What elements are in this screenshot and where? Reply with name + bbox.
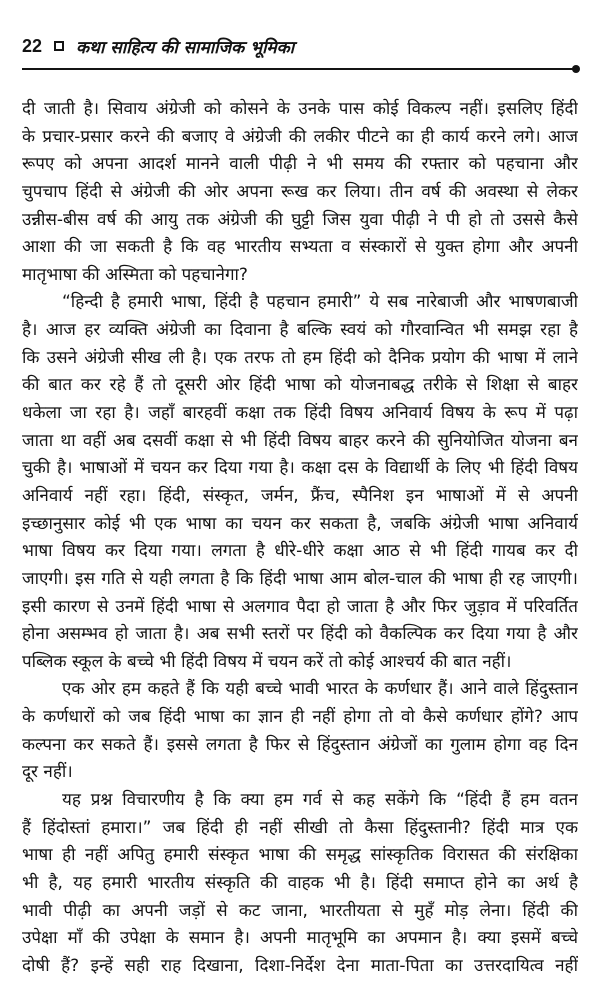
text-line: उपेक्षा माँ की उपेक्षा के समान है। अपनी मातृभूमि का अपमान है। क्या इसमें बच्चे bbox=[22, 928, 578, 949]
text-line: उन्नीस-बीस वर्ष की आयु तक अंग्रेजी की घुट्टी जिस युवा पीढ़ी ने पी हो तो उससे कैसे bbox=[22, 209, 578, 230]
rule-end-dot bbox=[572, 65, 580, 73]
text-line: होना असम्भव हो जाता है। अब सभी स्तरों पर हिंदी को वैकल्पिक कर दिया गया है और bbox=[22, 624, 578, 645]
text-line: रूपए को अपना आदर्श मानने वाली पीढ़ी ने भी समय की रफ्तार को पहचाना और bbox=[22, 154, 578, 175]
text-line: जाता था वहीं अब दसवीं कक्षा से भी हिंदी विषय बाहर करने की सुनियोजित योजना बन bbox=[22, 430, 578, 451]
paragraph bbox=[22, 787, 578, 980]
text-line: की बात कर रहे हैं तो दूसरी ओर हिंदी भाषा को योजनाबद्ध तरीके से शिक्षा से बाहर bbox=[22, 375, 578, 396]
text-line: चुपचाप हिंदी से अंग्रेजी की ओर अपना रूख कर लिया। तीन वर्ष की अवस्था से लेकर bbox=[22, 181, 578, 202]
text-line: दोषी हैं? इन्हें सही राह दिखाना, दिशा-निर्देश देना माता-पिता का उत्तरदायित्व नहीं bbox=[22, 955, 578, 976]
text-line: दी जाती है। सिवाय अंग्रेजी को कोसने के उनके पास कोई विकल्प नहीं। इसलिए हिंदी bbox=[22, 99, 578, 119]
header-rule bbox=[22, 68, 576, 70]
page-body bbox=[22, 96, 578, 981]
text-line: इच्छानुसार कोई भी एक भाषा का चयन कर सकता है, जबकि अंग्रेजी भाषा अनिवार्य bbox=[22, 513, 578, 534]
text-line: चुकी है। भाषाओं में चयन कर दिया गया है। कक्षा दस के विद्यार्थी के लिए भी हिंदी विषय bbox=[22, 458, 578, 479]
paragraph bbox=[22, 289, 578, 676]
text-line: के प्रचार-प्रसार करने की बजाए वे अंग्रेजी की लकीर पीटने का ही कार्य करने लगे। आज bbox=[22, 126, 578, 147]
text-line: अनिवार्य नहीं रहा। हिंदी, संस्कृत, जर्मन, फ्रैंच, स्पैनिश इन भाषाओं में से अपनी bbox=[22, 485, 578, 506]
paragraph bbox=[22, 96, 578, 289]
page-number: 22 bbox=[22, 35, 43, 56]
text-line: भाषा ही नहीं अपितु हमारी संस्कृत भाषा की समृद्ध सांस्कृतिक विरासत की संरक्षिका bbox=[22, 845, 578, 866]
text-line: जाएगी। इस गति से यही लगता है कि हिंदी भाषा आम बोल-चाल की भाषा ही रह जाएगी। bbox=[22, 568, 578, 589]
text-line: आशा की जा सकती है कि वह भारतीय सभ्यता व संस्कारों से युक्त होगा और अपनी bbox=[22, 237, 578, 258]
text-line: धकेला जा रहा है। जहाँ बारहवीं कक्षा तक हिंदी विषय अनिवार्य विषय के रूप में पढ़ा bbox=[22, 403, 578, 424]
text-line: भाषा विषय कर दिया गया। लगता है धीरे-धीरे कक्षा आठ से भी हिंदी गायब कर दी bbox=[22, 541, 578, 562]
text-line: मातृभाषा की अस्मिता को पहचानेगा? bbox=[22, 264, 248, 285]
text-line: दूर नहीं। bbox=[22, 762, 73, 783]
text-line: कल्पना कर सकते हैं। इससे लगता है फिर से हिंदुस्तान अंग्रेजों का गुलाम होगा वह दिन bbox=[22, 734, 578, 755]
text-line: “हिन्दी है हमारी भाषा, हिंदी है पहचान हमारी” ये सब नारेबाजी और भाषणबाजी bbox=[62, 292, 578, 313]
square-bullet-icon bbox=[54, 41, 64, 51]
paragraph bbox=[22, 676, 578, 787]
text-line: यह प्रश्न विचारणीय है कि क्या हम गर्व से कह सकेंगे कि “हिंदी हैं हम वतन bbox=[62, 790, 578, 811]
book-title: कथा साहित्य की सामाजिक भूमिका bbox=[76, 37, 295, 58]
text-line: हैं हिंदोस्तां हमारा।” जब हिंदी ही नहीं सीखी तो कैसा हिंदुस्तानी? हिंदी मात्र एक bbox=[22, 817, 578, 838]
text-line: कि उसने अंग्रेजी सीख ली है। एक तरफ तो हम हिंदी को दैनिक प्रयोग की भाषा में लाने bbox=[22, 347, 578, 368]
running-header bbox=[22, 33, 294, 59]
text-line: है। आज हर व्यक्ति अंग्रेजी का दिवाना है बल्कि स्वयं को गौरवान्वित भी समझ रहा है bbox=[22, 320, 578, 341]
text-line: पब्लिक स्कूल के बच्चे भी हिंदी विषय में चयन करें तो कोई आश्चर्य की बात नहीं। bbox=[22, 651, 512, 672]
text-line: भी है, यह हमारी भारतीय संस्कृति की वाहक भी है। हिंदी समाप्त होने का अर्थ है bbox=[22, 872, 578, 893]
text-line: भावी पीढ़ी का अपनी जड़ों से कट जाना, भारतीयता से मुहँ मोड़ लेना। हिंदी की bbox=[22, 900, 578, 921]
text-line: के कर्णधारों को जब हिंदी भाषा का ज्ञान ही नहीं होगा तो वो कैसे कर्णधार होंगे? आप bbox=[22, 707, 578, 728]
text-line: इसी कारण से उनमें हिंदी भाषा से अलगाव पैदा हो जाता है और फिर जुड़ाव में परिवर्तित bbox=[22, 596, 578, 617]
text-line: एक ओर हम कहते हैं कि यही बच्चे भावी भारत के कर्णधार हैं। आने वाले हिंदुस्तान bbox=[62, 679, 578, 700]
